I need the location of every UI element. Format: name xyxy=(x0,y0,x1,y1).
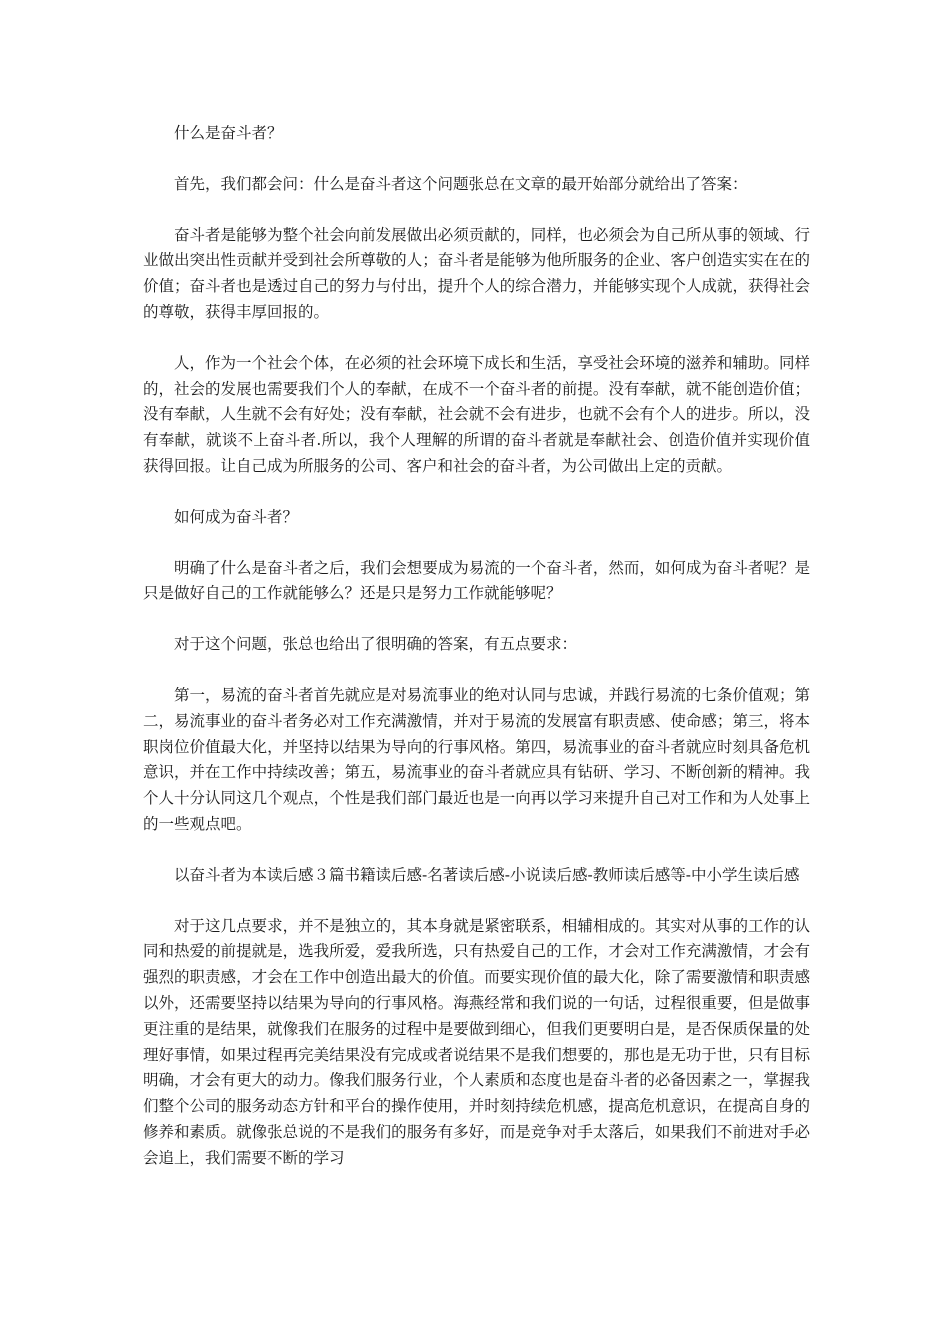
paragraph: 对于这个问题，张总也给出了很明确的答案，有五点要求： xyxy=(174,635,578,654)
document-body xyxy=(143,121,810,1197)
paragraph: 对于这几点要求，并不是独立的，其本身就是紧密联系，相辅相成的。其实对从事的工作的认同和热爱的前提就是，选我所爱，爱我所选，只有热爱自己的工作，才会对工作充满激情，才会有强烈的职责感，才会在工作中创造出最大的价值。而要实现价值的最大化，除了需要激情和职责感以外，还需要坚持以结果为导向的行事风格。海燕经常和我们说的一句话，过程很重要，但是做事更注重的是结果，就像我们在服务的过程中是要做到细心，但我们更要明白是，是否保质保量的处理好事情，如果过程再完美结果没有完成或者说结果不是我们想要的，那也是无功于世，只有目标明确，才会有更大的动力。像我们服务行业，个人素质和态度也是奋斗者的必备因素之一，掌握我们整个公司的服务动态方针和平台的操作使用，并时刻持续危机感，提高危机意识，在提高自身的修养和素质。就像张总说的不是我们的服务有多好，而是竞争对手太落后，如果我们不前进对手必会追上，我们需要不断的学习 xyxy=(143,916,810,1167)
paragraph: 第一，易流的奋斗者首先就应是对易流事业的绝对认同与忠诚，并践行易流的七条价值观；第二，易流事业的奋斗者务必对工作充满激情，并对于易流的发展富有职责感、使命感；第三，将本职岗位价值最大化，并坚持以结果为导向的行事风格。第四，易流事业的奋斗者就应时刻具备危机意识，并在工作中持续改善；第五，易流事业的奋斗者就应具有钻研、学习、不断创新的精神。我个人十分认同这几个观点，个性是我们部门最近也是一向再以学习来提升自己对工作和为人处事上的一些观点吧。 xyxy=(143,685,810,833)
paragraph: 明确了什么是奋斗者之后，我们会想要成为易流的一个奋斗者，然而，如何成为奋斗者呢？是只是做好自己的工作就能够么？还是只是努力工作就能够呢？ xyxy=(143,558,810,603)
paragraph: 首先，我们都会问：什么是奋斗者这个问题张总在文章的最开始部分就给出了答案： xyxy=(174,174,748,193)
section-heading-how-to-become-striver: 如何成为奋斗者？ xyxy=(174,507,299,526)
paragraph: 奋斗者是能够为整个社会向前发展做出必须贡献的，同样，也必须会为自己所从事的领域、行业做出突出性贡献并受到社会所尊敬的人；奋斗者是能够为他所服务的企业、客户创造实实在在的价值；奋斗者也是透过自己的努力与付出，提升个人的综合潜力，并能够实现个人成就，获得社会的尊敬，获得丰厚回报的。 xyxy=(143,225,810,321)
paragraph-title-line: 以奋斗者为本读后感３篇书籍读后感-名著读后感-小说读后感-教师读后感等-中小学生读后感 xyxy=(174,865,800,884)
paragraph: 人，作为一个社会个体，在必须的社会环境下成长和生活，享受社会环境的滋养和辅助。同样的，社会的发展也需要我们个人的奉献，在成不一个奋斗者的前提。没有奉献，就不能创造价值；没有奉献，人生就不会有好处；没有奉献，社会就不会有进步，也就不会有个人的进步。所以，没有奉献，就谈不上奋斗者.所以，我个人理解的所谓的奋斗者就是奉献社会、创造价值并实现价值获得回报。让自己成为所服务的公司、客户和社会的奋斗者，为公司做出上定的贡献。 xyxy=(143,353,810,475)
section-heading-what-is-striver: 什么是奋斗者？ xyxy=(174,124,283,142)
